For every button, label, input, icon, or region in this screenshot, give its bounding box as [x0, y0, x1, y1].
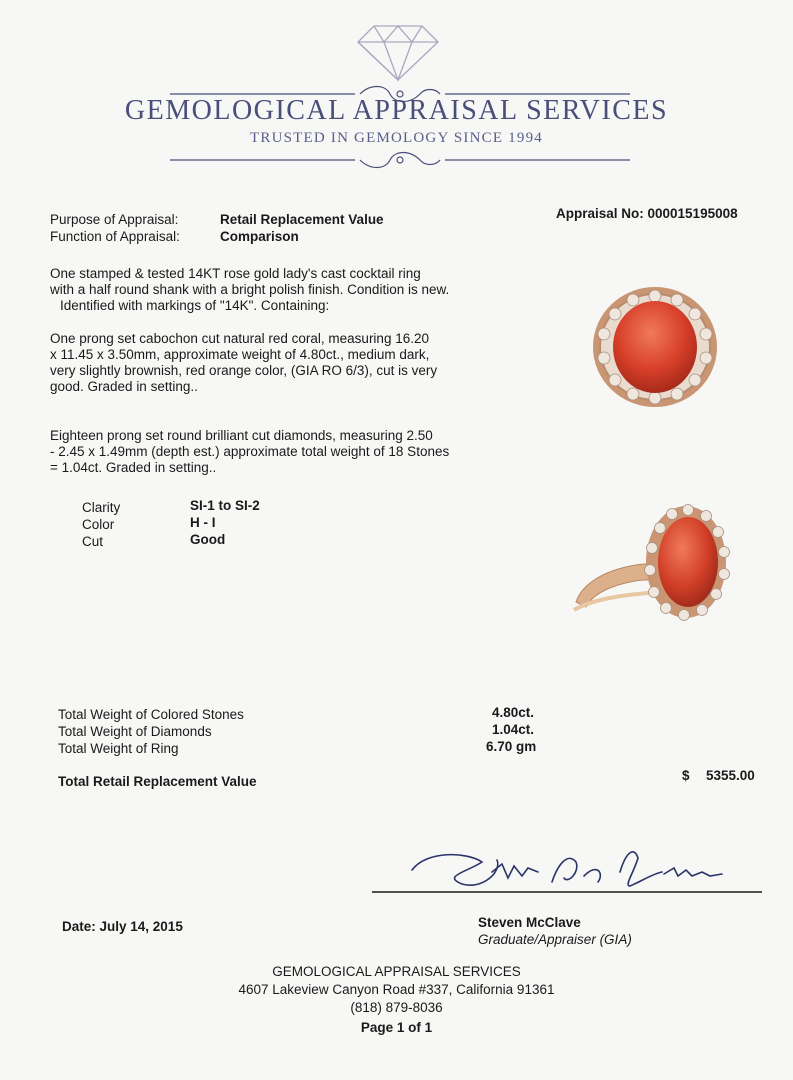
company-name: GEMOLOGICAL APPRAISAL SERVICES	[124, 95, 669, 126]
diamond-icon	[356, 22, 440, 84]
footer-address: 4607 Lakeview Canyon Road #337, California 91361	[238, 982, 555, 997]
appraisal-number: Appraisal No: 000015195008	[556, 206, 738, 221]
appraisal-date: Date: July 14, 2015	[62, 919, 183, 934]
grade-label-color: Color	[82, 517, 115, 532]
diamond-line: - 2.45 x 1.49mm (depth est.) approximate total weight of 18 Stones	[50, 444, 450, 459]
coral-line: x 11.45 x 3.50mm, approximate weight of 4.80ct., medium dark,	[50, 347, 430, 362]
function-label: Function of Appraisal:	[50, 229, 180, 244]
coral-line: good. Graded in setting..	[50, 379, 198, 394]
appraiser-title: Graduate/Appraiser (GIA)	[478, 932, 632, 947]
appraiser-name: Steven McClave	[478, 915, 581, 930]
grade-value-color: H - I	[190, 515, 216, 530]
function-value: Comparison	[220, 229, 299, 244]
description	[50, 266, 449, 314]
description-line: Identified with markings of "14K". Containing:	[60, 298, 330, 313]
diamond-line: = 1.04ct. Graded in setting..	[50, 460, 217, 475]
coral-line: very slightly brownish, red orange color, (GIA RO 6/3), cut is very	[50, 363, 438, 378]
coral-description	[50, 331, 437, 395]
purpose-value: Retail Replacement Value	[220, 212, 384, 227]
footer-company: GEMOLOGICAL APPRAISAL SERVICES	[272, 964, 521, 979]
ring-photo-side	[566, 502, 736, 627]
description-line: with a half round shank with a bright polish finish. Condition is new.	[50, 282, 450, 297]
ring-photo-top	[585, 282, 725, 412]
retail-value-amount: 5355.00	[706, 768, 755, 783]
page-number: Page 1 of 1	[360, 1020, 433, 1035]
footer-phone: (818) 879-8036	[350, 1000, 443, 1015]
purpose-label: Purpose of Appraisal:	[50, 212, 179, 227]
total-value-colored: 4.80ct.	[492, 705, 535, 720]
grade-label-clarity: Clarity	[82, 500, 121, 515]
description-line: One stamped & tested 14KT rose gold lady's cast cocktail ring	[50, 266, 421, 281]
diamond-description	[50, 428, 449, 476]
total-label-colored: Total Weight of Colored Stones	[58, 707, 244, 722]
total-value-ring: 6.70 gm	[486, 739, 537, 754]
diamond-line: Eighteen prong set round brilliant cut diamonds, measuring 2.50	[50, 428, 433, 443]
grade-label-cut: Cut	[82, 534, 104, 549]
total-label-ring: Total Weight of Ring	[58, 741, 179, 756]
company-tagline: TRUSTED IN GEMOLOGY SINCE 1994	[250, 130, 543, 146]
currency-symbol: $	[682, 768, 690, 783]
total-label-diamonds: Total Weight of Diamonds	[58, 724, 212, 739]
signature	[372, 842, 762, 907]
total-value-diamonds: 1.04ct.	[492, 722, 535, 737]
grade-value-cut: Good	[190, 532, 226, 547]
coral-line: One prong set cabochon cut natural red coral, measuring 16.20	[50, 331, 429, 346]
grade-value-clarity: SI-1 to SI-2	[190, 498, 260, 513]
retail-value-label: Total Retail Replacement Value	[58, 774, 257, 789]
